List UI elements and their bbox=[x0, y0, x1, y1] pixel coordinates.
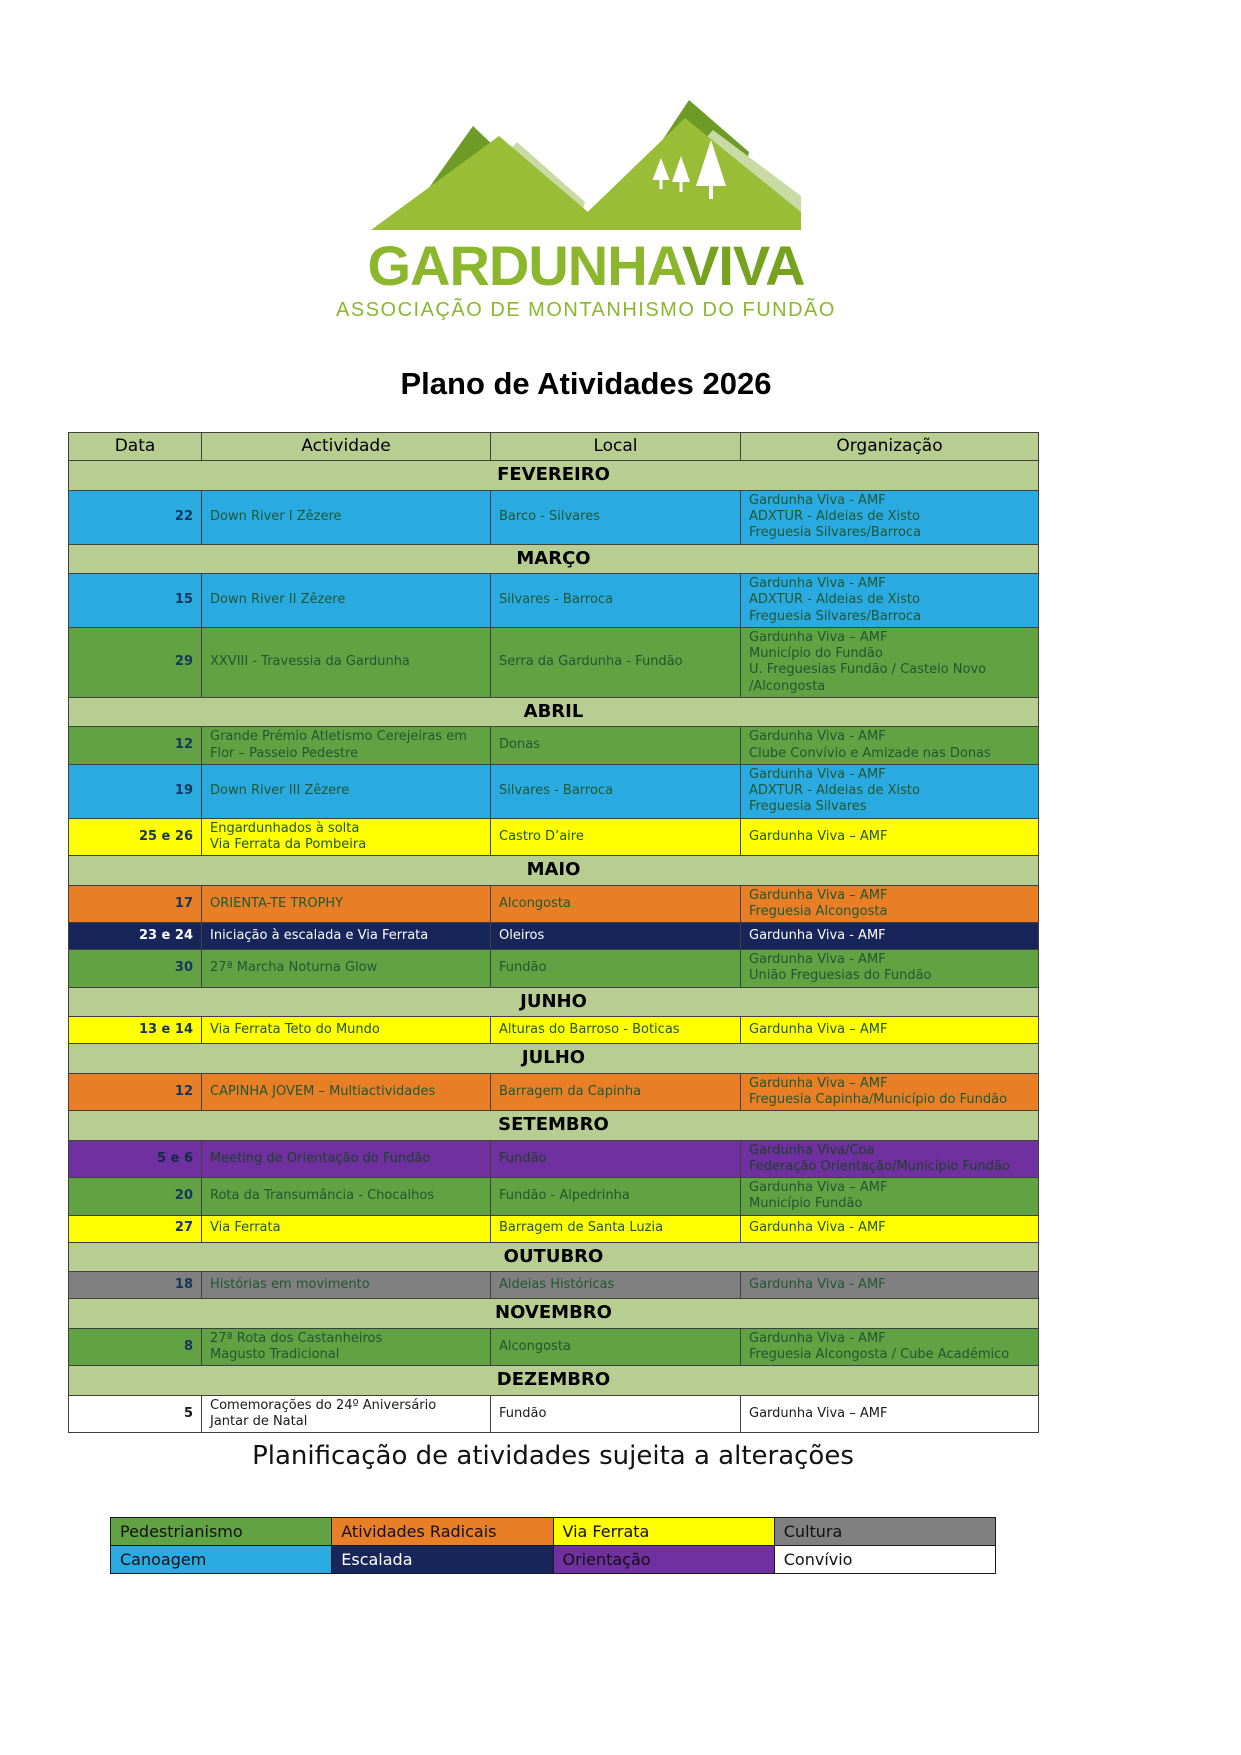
activity-row bbox=[69, 727, 1039, 765]
activity-name: ORIENTA-TE TROPHY bbox=[202, 885, 491, 923]
activity-name: 27ª Marcha Noturna Glow bbox=[202, 950, 491, 988]
activity-organization: Gardunha Viva - AMF bbox=[741, 1272, 1039, 1299]
activity-name: Down River II Zêzere bbox=[202, 574, 491, 628]
activity-organization: Gardunha Viva – AMF Município Fundão bbox=[741, 1178, 1039, 1216]
activity-local: Fundão bbox=[491, 1395, 741, 1433]
month-row-dezembro bbox=[69, 1366, 1039, 1396]
logo-wordmark-gardunha: GARDUNHA bbox=[367, 234, 682, 297]
activity-row bbox=[69, 1215, 1039, 1242]
activity-name: Histórias em movimento bbox=[202, 1272, 491, 1299]
activity-row bbox=[69, 627, 1039, 697]
activity-organization: Gardunha Viva – AMF Município do Fundão U. Freguesias Fundão / Castelo Novo /Alcongosta bbox=[741, 627, 1039, 697]
month-row-abril bbox=[69, 697, 1039, 727]
month-label: ABRIL bbox=[69, 697, 1039, 727]
month-label: NOVEMBRO bbox=[69, 1299, 1039, 1329]
logo-tagline: ASSOCIAÇÃO DE MONTANHISMO DO FUNDÃO bbox=[336, 299, 836, 321]
activity-name: Comemorações do 24º Aniversário Jantar de Natal bbox=[202, 1395, 491, 1433]
month-row-setembro bbox=[69, 1111, 1039, 1141]
activity-row bbox=[69, 818, 1039, 856]
activity-date: 5 e 6 bbox=[69, 1140, 202, 1178]
logo-wordmark-viva: VIVA bbox=[681, 234, 805, 297]
activities-table bbox=[68, 432, 1039, 1433]
activity-row bbox=[69, 1017, 1039, 1044]
footer-note: Planificação de atividades sujeita a alterações bbox=[252, 1441, 854, 1471]
activity-local: Fundão - Alpedrinha bbox=[491, 1178, 741, 1216]
month-row-fevereiro bbox=[69, 461, 1039, 491]
activity-organization: Gardunha Viva - AMF Freguesia Alcongosta / Cube Académico bbox=[741, 1328, 1039, 1366]
activity-name: Engardunhados à solta Via Ferrata da Pombeira bbox=[202, 818, 491, 856]
activity-local: Barragem da Capinha bbox=[491, 1073, 741, 1111]
month-label: JULHO bbox=[69, 1044, 1039, 1074]
activity-local: Serra da Gardunha - Fundão bbox=[491, 627, 741, 697]
legend-item-cultura: Cultura bbox=[774, 1518, 995, 1546]
column-header-actividade: Actividade bbox=[202, 433, 491, 461]
activity-row bbox=[69, 1272, 1039, 1299]
month-label: OUTUBRO bbox=[69, 1242, 1039, 1272]
activities-table-body bbox=[69, 461, 1039, 1433]
activity-local: Fundão bbox=[491, 1140, 741, 1178]
activity-organization: Gardunha Viva – AMF bbox=[741, 1017, 1039, 1044]
activity-organization: Gardunha Viva - AMF ADXTUR - Aldeias de Xisto Freguesia Silvares/Barroca bbox=[741, 574, 1039, 628]
activity-organization: Gardunha Viva - AMF ADXTUR - Aldeias de Xisto Freguesia Silvares bbox=[741, 764, 1039, 818]
column-header-local: Local bbox=[491, 433, 741, 461]
month-row-marco bbox=[69, 544, 1039, 574]
activity-row bbox=[69, 574, 1039, 628]
activity-row bbox=[69, 1178, 1039, 1216]
legend-row bbox=[111, 1546, 996, 1574]
activity-organization: Gardunha Viva - AMF ADXTUR - Aldeias de Xisto Freguesia Silvares/Barroca bbox=[741, 490, 1039, 544]
activity-organization: Gardunha Viva - AMF União Freguesias do Fundão bbox=[741, 950, 1039, 988]
activity-local: Silvares - Barroca bbox=[491, 764, 741, 818]
activity-row bbox=[69, 490, 1039, 544]
document-header bbox=[66, 0, 1106, 322]
activity-date: 19 bbox=[69, 764, 202, 818]
activity-date: 30 bbox=[69, 950, 202, 988]
activity-date: 13 e 14 bbox=[69, 1017, 202, 1044]
month-label: FEVEREIRO bbox=[69, 461, 1039, 491]
legend-table bbox=[110, 1517, 996, 1574]
legend-item-convivio: Convívio bbox=[774, 1546, 995, 1574]
month-row-maio bbox=[69, 856, 1039, 886]
activity-local: Donas bbox=[491, 727, 741, 765]
activity-local: Castro D’aire bbox=[491, 818, 741, 856]
month-label: DEZEMBRO bbox=[69, 1366, 1039, 1396]
activity-name: Iniciação à escalada e Via Ferrata bbox=[202, 923, 491, 950]
legend-row bbox=[111, 1518, 996, 1546]
activity-date: 29 bbox=[69, 627, 202, 697]
gardunha-viva-logo bbox=[336, 78, 836, 322]
activity-local: Fundão bbox=[491, 950, 741, 988]
activity-date: 12 bbox=[69, 1073, 202, 1111]
activity-row bbox=[69, 1328, 1039, 1366]
activity-date: 12 bbox=[69, 727, 202, 765]
month-label: MARÇO bbox=[69, 544, 1039, 574]
activity-date: 23 e 24 bbox=[69, 923, 202, 950]
activity-date: 18 bbox=[69, 1272, 202, 1299]
activity-row bbox=[69, 950, 1039, 988]
activity-local: Barragem de Santa Luzia bbox=[491, 1215, 741, 1242]
activity-date: 17 bbox=[69, 885, 202, 923]
activity-name: XXVIII - Travessia da Gardunha bbox=[202, 627, 491, 697]
activity-name: Rota da Transumância - Chocalhos bbox=[202, 1178, 491, 1216]
activity-date: 15 bbox=[69, 574, 202, 628]
activity-row bbox=[69, 1073, 1039, 1111]
table-header-row bbox=[69, 433, 1039, 461]
activity-organization: Gardunha Viva - AMF Clube Convívio e Amizade nas Donas bbox=[741, 727, 1039, 765]
legend-item-escalada: Escalada bbox=[332, 1546, 553, 1574]
month-row-outubro bbox=[69, 1242, 1039, 1272]
legend-item-via_ferrata: Via Ferrata bbox=[553, 1518, 774, 1546]
activity-name: Grande Prémio Atletismo Cerejeiras em Flor – Passeio Pedestre bbox=[202, 727, 491, 765]
activity-organization: Gardunha Viva – AMF bbox=[741, 1395, 1039, 1433]
month-row-junho bbox=[69, 987, 1039, 1017]
activity-date: 5 bbox=[69, 1395, 202, 1433]
activity-local: Alturas do Barroso - Boticas bbox=[491, 1017, 741, 1044]
activity-row bbox=[69, 764, 1039, 818]
activity-date: 20 bbox=[69, 1178, 202, 1216]
month-label: JUNHO bbox=[69, 987, 1039, 1017]
mountains-logo-icon bbox=[370, 78, 802, 236]
activity-name: Via Ferrata bbox=[202, 1215, 491, 1242]
legend-item-radicais: Atividades Radicais bbox=[332, 1518, 553, 1546]
activity-date: 25 e 26 bbox=[69, 818, 202, 856]
month-label: MAIO bbox=[69, 856, 1039, 886]
activity-local: Alcongosta bbox=[491, 1328, 741, 1366]
month-label: SETEMBRO bbox=[69, 1111, 1039, 1141]
activity-name: CAPINHA JOVEM – Multiactividades bbox=[202, 1073, 491, 1111]
activity-row bbox=[69, 1395, 1039, 1433]
activity-name: 27ª Rota dos Castanheiros Magusto Tradicional bbox=[202, 1328, 491, 1366]
activity-name: Via Ferrata Teto do Mundo bbox=[202, 1017, 491, 1044]
legend-item-orientacao: Orientação bbox=[553, 1546, 774, 1574]
page-title: Plano de Atividades 2026 bbox=[400, 366, 772, 401]
activity-organization: Gardunha Viva - AMF bbox=[741, 1215, 1039, 1242]
activity-date: 22 bbox=[69, 490, 202, 544]
activity-date: 8 bbox=[69, 1328, 202, 1366]
activity-date: 27 bbox=[69, 1215, 202, 1242]
activity-organization: Gardunha Viva – AMF bbox=[741, 818, 1039, 856]
activity-name: Down River III Zêzere bbox=[202, 764, 491, 818]
activity-local: Silvares - Barroca bbox=[491, 574, 741, 628]
activity-organization: Gardunha Viva - AMF bbox=[741, 923, 1039, 950]
logo-wordmark bbox=[336, 234, 836, 297]
legend-item-canoagem: Canoagem bbox=[111, 1546, 332, 1574]
activity-name: Down River I Zêzere bbox=[202, 490, 491, 544]
activity-row bbox=[69, 1140, 1039, 1178]
activity-local: Aldeias Históricas bbox=[491, 1272, 741, 1299]
activity-row bbox=[69, 923, 1039, 950]
month-row-novembro bbox=[69, 1299, 1039, 1329]
activity-organization: Gardunha Viva – AMF Freguesia Alcongosta bbox=[741, 885, 1039, 923]
activity-organization: Gardunha Viva/Coa Federação Orientação/Município Fundão bbox=[741, 1140, 1039, 1178]
activity-row bbox=[69, 885, 1039, 923]
month-row-julho bbox=[69, 1044, 1039, 1074]
activity-name: Meeting de Orientação do Fundão bbox=[202, 1140, 491, 1178]
activity-organization: Gardunha Viva – AMF Freguesia Capinha/Município do Fundão bbox=[741, 1073, 1039, 1111]
activity-local: Alcongosta bbox=[491, 885, 741, 923]
legend-item-pedestrianismo: Pedestrianismo bbox=[111, 1518, 332, 1546]
column-header-data: Data bbox=[69, 433, 202, 461]
activity-local: Barco - Silvares bbox=[491, 490, 741, 544]
activity-local: Oleiros bbox=[491, 923, 741, 950]
column-header-organizacao: Organização bbox=[741, 433, 1039, 461]
